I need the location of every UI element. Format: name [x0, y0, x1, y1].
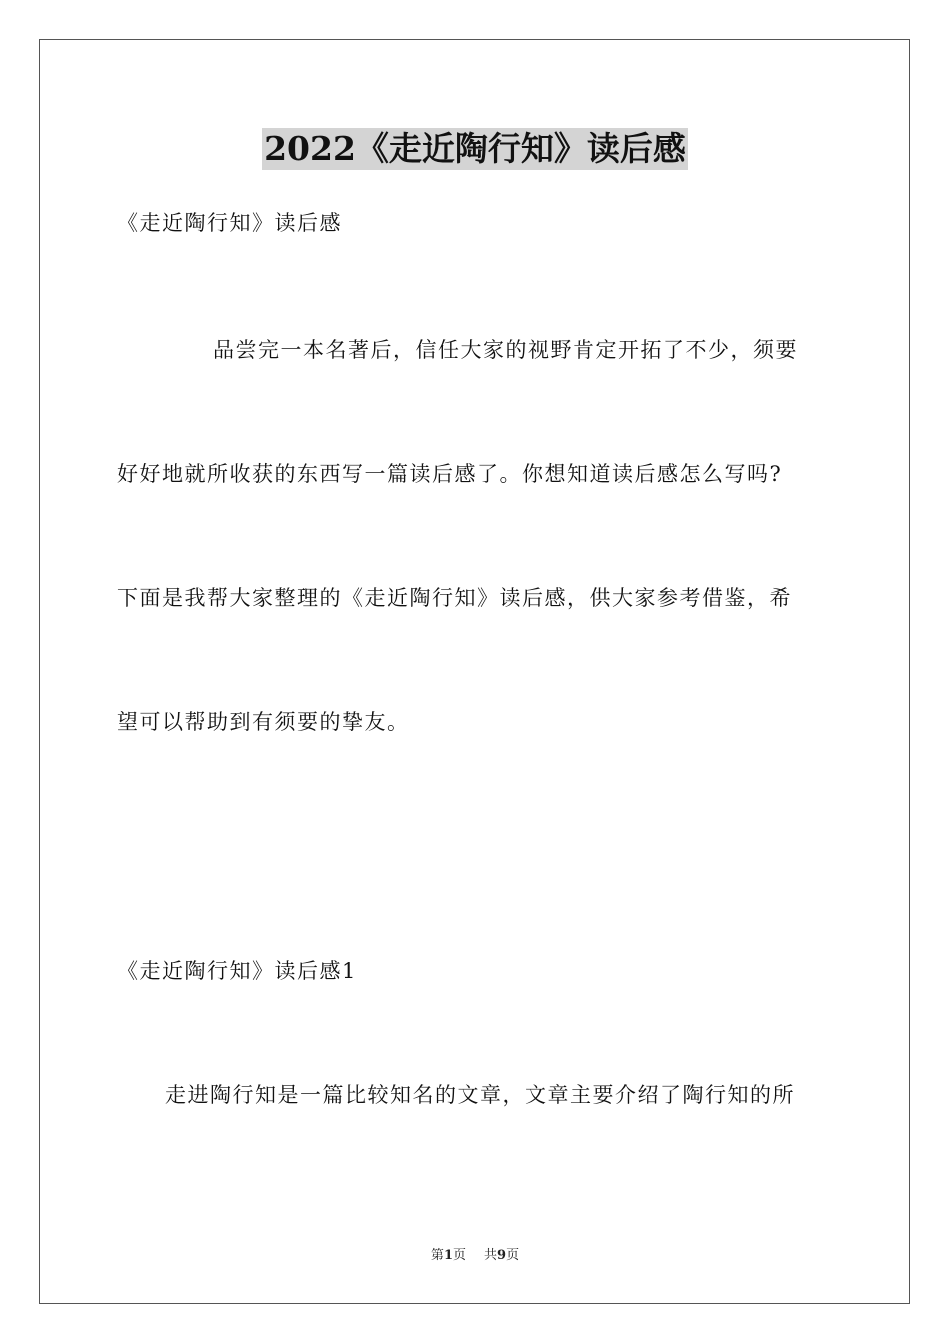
section-heading: 《走近陶行知》读后感1 — [117, 959, 357, 983]
footer-total-pages: 9 — [497, 1248, 507, 1263]
page-footer — [0, 1247, 950, 1265]
intro-paragraph-line-4: 望可以帮助到有须要的挚友。 — [117, 710, 410, 734]
document-subtitle: 《走近陶行知》读后感 — [117, 211, 342, 235]
footer-total-prefix: 共 — [484, 1248, 498, 1263]
document-title: 2022《走近陶行知》读后感 — [264, 129, 686, 168]
intro-paragraph-line-1: 品尝完一本名著后，信任大家的视野肯定开拓了不少，须要 — [213, 338, 798, 362]
section-paragraph-line-1: 走进陶行知是一篇比较知名的文章，文章主要介绍了陶行知的所 — [165, 1083, 795, 1107]
document-title-container — [0, 128, 950, 170]
intro-paragraph-line-2: 好好地就所收获的东西写一篇读后感了。你想知道读后感怎么写吗? — [117, 462, 783, 486]
intro-paragraph-line-3: 下面是我帮大家整理的《走近陶行知》读后感，供大家参考借鉴，希 — [117, 586, 792, 610]
footer-page-prefix: 第 — [430, 1248, 444, 1263]
footer-page-number: 1 — [443, 1248, 453, 1263]
footer-total-suffix: 页 — [506, 1248, 520, 1263]
footer-page-suffix: 页 — [452, 1248, 466, 1263]
